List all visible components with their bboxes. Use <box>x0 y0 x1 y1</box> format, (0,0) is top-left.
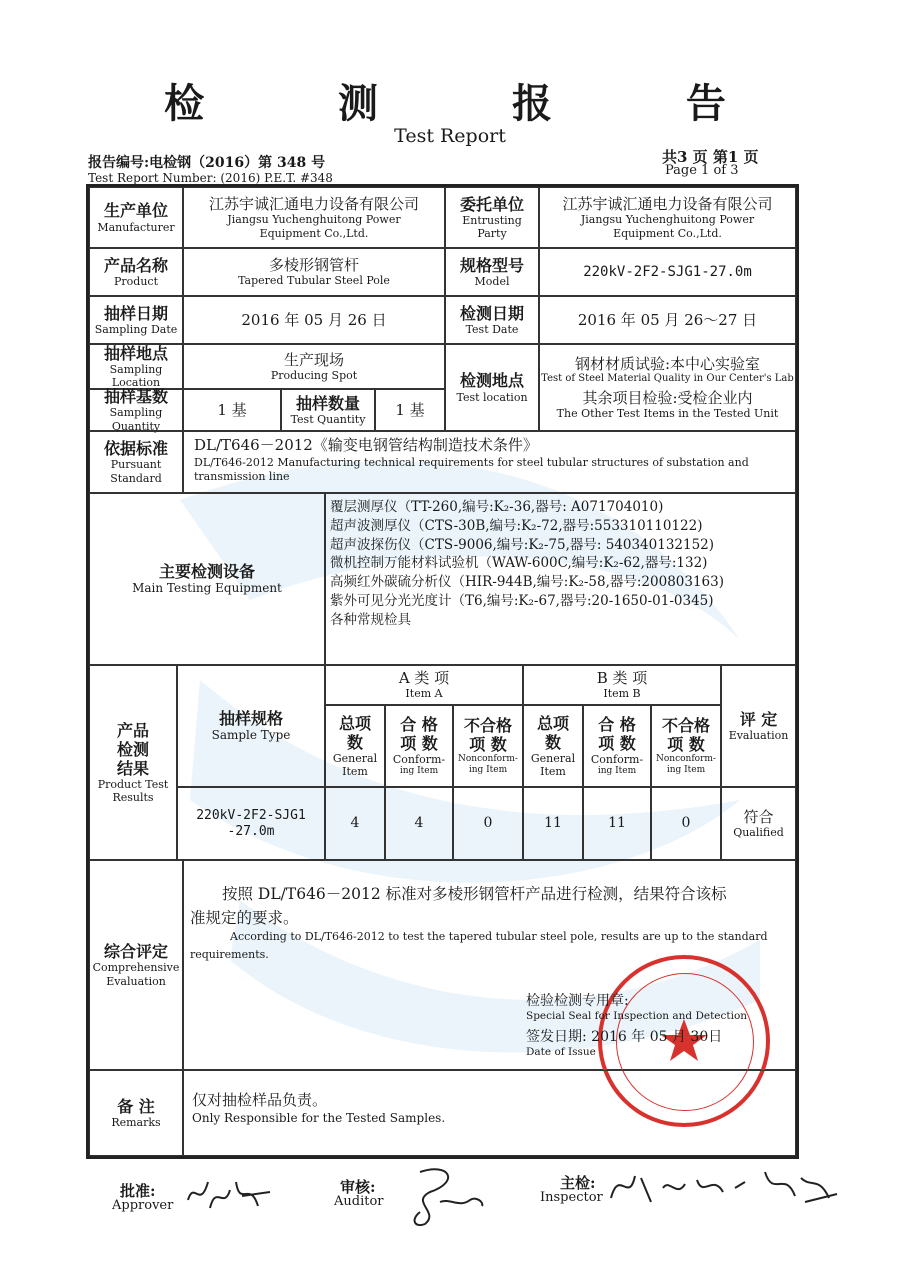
comprehensive-text-cn-1: 按照 DL/T646－2012 标准对多棱形钢管杆产品进行检测，结果符合该标 <box>222 885 727 903</box>
b-conform-cn-2: 项 数 <box>598 734 636 753</box>
equipment-label <box>89 493 325 665</box>
a-conform-value: 4 <box>385 787 453 860</box>
equipment-item: 微机控制万能材料试验机（WAW-600C,编号:K₂-62,器号:132) <box>330 555 708 572</box>
sample-type-en: Sample Type <box>211 728 291 743</box>
equipment-item: 覆层测厚仪（TT-260,编号:K₂-36,器号: A071704010) <box>330 499 664 515</box>
standard-label <box>89 431 183 493</box>
a-general-cn-1: 总项 <box>338 713 371 733</box>
a-conform-header <box>385 705 453 787</box>
equipment-item: 超声波探伤仪（CTS-9006,编号:K₂-75,器号: 540340132152) <box>330 536 715 553</box>
manufacturer-label <box>89 187 183 248</box>
a-nonconform-en-2: ing Item <box>468 765 508 776</box>
comprehensive-label-en-1: Comprehensive <box>92 961 180 975</box>
item-a-cn: A 类 项 <box>398 669 450 688</box>
evaluation-header <box>721 665 796 787</box>
manufacturer-value <box>183 187 445 248</box>
approver-label-en: Approver <box>112 1198 174 1213</box>
sampling-date-value: 2016 年 05 月 26 日 <box>183 296 445 344</box>
b-nonconform-en-1: Nonconform- <box>656 754 716 765</box>
b-nonconform-cn-1: 不合格 <box>661 716 710 736</box>
test-quantity-value: 1 基 <box>375 389 445 431</box>
a-general-value: 4 <box>325 787 385 860</box>
manufacturer-label-cn: 生产单位 <box>103 201 168 221</box>
auditor-signature <box>400 1162 490 1232</box>
standard-value-cn: DL/T646－2012《输变电钢管结构制造技术条件》 <box>194 436 538 454</box>
a-general-en-1: General <box>332 752 378 765</box>
report-subtitle: Test Report <box>394 125 506 147</box>
test-date-label-en: Test Date <box>465 323 519 336</box>
product-label-cn: 产品名称 <box>103 255 168 275</box>
a-nonconform-cn-1: 不合格 <box>463 716 512 736</box>
page-count-cn: 共3 页 第1 页 <box>662 148 759 166</box>
report-number-en: Test Report Number: (2016) P.E.T. #348 <box>88 171 333 185</box>
seal-label-en: Special Seal for Inspection and Detection <box>526 1010 748 1022</box>
evaluation-value <box>721 787 796 860</box>
sample-type-value <box>177 787 325 860</box>
b-conform-cn-1: 合 格 <box>598 714 636 734</box>
b-conform-en-2: ing Item <box>597 766 637 777</box>
b-conform-en-1: Conform- <box>590 753 644 767</box>
inspector-label-cn: 主检: <box>560 1174 596 1192</box>
entrusting-value <box>539 187 796 248</box>
equipment-item: 高频红外碳硫分析仪（HIR-944B,编号:K₂-58,器号:200803163) <box>330 574 725 591</box>
item-a-en: Item A <box>405 687 443 701</box>
evaluation-value-cn: 符合 <box>743 807 774 826</box>
a-conform-en-1: Conform- <box>392 753 446 767</box>
item-b-header <box>523 665 721 705</box>
auditor-label-cn: 审核: <box>340 1178 376 1196</box>
test-location-line2-en: The Other Test Items in the Tested Unit <box>556 406 779 420</box>
results-label-cn-2: 检测 <box>116 739 149 759</box>
test-date-label-cn: 检测日期 <box>459 303 524 323</box>
test-date-value: 2016 年 05 月 26～27 日 <box>539 296 796 344</box>
b-general-en-1: General <box>530 752 576 765</box>
comprehensive-label-cn: 综合评定 <box>103 942 168 962</box>
equipment-item: 紫外可见分光光度计（T6,编号:K₂-67,器号:20-1650-01-0345) <box>330 592 714 609</box>
remarks-label <box>89 1070 183 1156</box>
results-label-cn-3: 结果 <box>116 758 149 778</box>
manufacturer-value-en: Jiangsu Yuchenghuitong Power Equipment Co.,Ltd. <box>227 213 401 240</box>
results-label-en-2: Results <box>112 791 154 805</box>
remarks-label-cn: 备 注 <box>117 1096 155 1116</box>
entrusting-label-cn: 委托单位 <box>459 194 524 214</box>
report-title: 检 测 报 告 <box>164 80 786 127</box>
b-general-header <box>523 705 583 787</box>
inspector-signature <box>605 1158 845 1218</box>
model-label-en: Model <box>474 275 510 288</box>
model-value: 220kV-2F2-SJG1-27.0m <box>539 248 796 296</box>
test-location-line1-cn: 钢材材质试验:本中心实验室 <box>574 354 761 373</box>
page-count-en: Page 1 of 3 <box>665 163 739 178</box>
b-general-value: 11 <box>523 787 583 860</box>
test-location-label-cn: 检测地点 <box>459 371 524 391</box>
product-value-cn: 多棱形钢管杆 <box>268 256 359 275</box>
comprehensive-text-en-2: requirements. <box>190 948 269 961</box>
b-conform-value: 11 <box>583 787 651 860</box>
test-location-label <box>445 344 539 431</box>
a-conform-en-2: ing Item <box>399 766 439 777</box>
sample-type-cn: 抽样规格 <box>218 709 283 729</box>
sampling-location-label-en: Sampling Location <box>109 362 163 390</box>
auditor-label-en: Auditor <box>334 1194 384 1209</box>
remarks-value-en: Only Responsible for the Tested Samples. <box>192 1110 446 1125</box>
seal-label-cn: 检验检测专用章: <box>526 993 629 1009</box>
sampling-date-label-en: Sampling Date <box>94 323 178 336</box>
manufacturer-label-en: Manufacturer <box>97 220 175 234</box>
equipment-item: 各种常规检具 <box>330 611 411 628</box>
comprehensive-label-en-2: Evaluation <box>106 974 166 988</box>
sampling-quantity-value: 1 基 <box>183 389 281 431</box>
a-nonconform-en-1: Nonconform- <box>458 754 518 765</box>
approver-signature <box>180 1170 280 1220</box>
issue-date-cn: 签发日期: 2016 年 05 月 30日 <box>526 1029 723 1045</box>
sampling-date-label-cn: 抽样日期 <box>103 303 168 323</box>
a-nonconform-value: 0 <box>453 787 523 860</box>
b-nonconform-header <box>651 705 721 787</box>
remarks-label-en: Remarks <box>111 1116 161 1129</box>
sampling-location-value-en: Producing Spot <box>270 368 358 382</box>
equipment-label-en: Main Testing Equipment <box>132 581 282 596</box>
evaluation-header-cn: 评 定 <box>739 709 778 729</box>
test-date-label <box>445 296 539 344</box>
a-general-en-2: Item <box>342 765 368 779</box>
standard-label-cn: 依据标准 <box>103 439 168 459</box>
product-value-en: Tapered Tubular Steel Pole <box>238 274 390 288</box>
report-number-cn: 报告编号:电检钢（2016）第 348 号 <box>88 155 326 171</box>
a-general-header <box>325 705 385 787</box>
a-conform-cn-2: 项 数 <box>400 734 438 753</box>
sampling-location-label-cn: 抽样地点 <box>103 343 168 363</box>
standard-value <box>183 431 796 493</box>
approver-label-cn: 批准: <box>120 1182 156 1200</box>
a-nonconform-cn-2: 项 数 <box>469 735 507 755</box>
b-general-cn-2: 数 <box>544 732 561 752</box>
test-quantity-label <box>281 389 375 431</box>
sampling-location-label <box>89 344 183 389</box>
equipment-list <box>330 498 724 630</box>
a-conform-cn-1: 合 格 <box>400 714 438 734</box>
entrusting-label <box>445 187 539 248</box>
comprehensive-text-en-1: According to DL/T646-2012 to test the tapered tubular steel pole, results are up to the standard <box>230 930 768 943</box>
sampling-location-value-cn: 生产现场 <box>283 350 344 369</box>
entrusting-label-en: Entrusting Party <box>462 213 522 241</box>
model-label <box>445 248 539 296</box>
equipment-item: 超声波测厚仪（CTS-30B,编号:K₂-72,器号:553310110122) <box>330 517 703 534</box>
b-general-en-2: Item <box>540 765 566 779</box>
comprehensive-label <box>89 860 183 1070</box>
evaluation-header-en: Evaluation <box>728 729 789 742</box>
sample-type-header <box>177 665 325 787</box>
standard-value-en-1: DL/T646-2012 Manufacturing technical requirements for steel tubular structures of substation and <box>194 455 749 469</box>
test-location-label-en: Test location <box>456 390 528 404</box>
remarks-value <box>183 1070 796 1156</box>
b-general-cn-1: 总项 <box>536 713 569 733</box>
test-location-line1-en: Test of Steel Material Quality in Our Center's Lab <box>541 372 794 384</box>
test-quantity-label-en: Test Quantity <box>290 413 366 426</box>
comprehensive-text-cn-2: 准规定的要求。 <box>190 909 299 927</box>
standard-value-en-2: transmission line <box>194 469 290 483</box>
sampling-quantity-label-en: Sampling Quantity <box>109 406 163 433</box>
test-location-line2-cn: 其余项目检验:受检企业内 <box>582 388 753 407</box>
model-label-cn: 规格型号 <box>459 255 524 275</box>
sampling-date-label <box>89 296 183 344</box>
issue-date-en: Date of Issue <box>526 1046 596 1058</box>
item-b-en: Item B <box>603 687 641 701</box>
test-location-value <box>539 344 796 431</box>
equipment-label-cn: 主要检测设备 <box>158 562 255 582</box>
product-value <box>183 248 445 296</box>
results-label-cn-1: 产品 <box>116 720 149 740</box>
sampling-location-value <box>183 344 445 389</box>
b-nonconform-cn-2: 项 数 <box>667 735 705 755</box>
b-nonconform-en-2: ing Item <box>666 765 706 776</box>
item-b-cn: B 类 项 <box>596 669 648 688</box>
results-label <box>89 665 177 860</box>
test-quantity-label-cn: 抽样数量 <box>295 393 360 413</box>
sample-type-value-1: 220kV-2F2-SJG1 <box>196 807 306 823</box>
entrusting-value-cn: 江苏宇诚汇通电力设备有限公司 <box>562 195 773 214</box>
remarks-value-cn: 仅对抽检样品负责。 <box>192 1091 328 1109</box>
entrusting-value-en: Jiangsu Yuchenghuitong Power Equipment Co.,Ltd. <box>580 213 755 240</box>
sampling-quantity-label <box>89 389 183 431</box>
product-label <box>89 248 183 296</box>
sampling-quantity-label-cn: 抽样基数 <box>103 387 168 407</box>
a-general-cn-2: 数 <box>346 732 363 752</box>
results-label-en-1: Product Test <box>97 778 169 792</box>
evaluation-value-en: Qualified <box>733 825 784 839</box>
product-label-en: Product <box>114 275 158 288</box>
a-nonconform-header <box>453 705 523 787</box>
sample-type-value-2: -27.0m <box>227 823 275 839</box>
b-conform-header <box>583 705 651 787</box>
standard-label-en: Pursuant Standard <box>110 458 162 485</box>
item-a-header <box>325 665 523 705</box>
manufacturer-value-cn: 江苏宇诚汇通电力设备有限公司 <box>208 195 419 214</box>
inspector-label-en: Inspector <box>540 1190 603 1205</box>
b-nonconform-value: 0 <box>651 787 721 860</box>
